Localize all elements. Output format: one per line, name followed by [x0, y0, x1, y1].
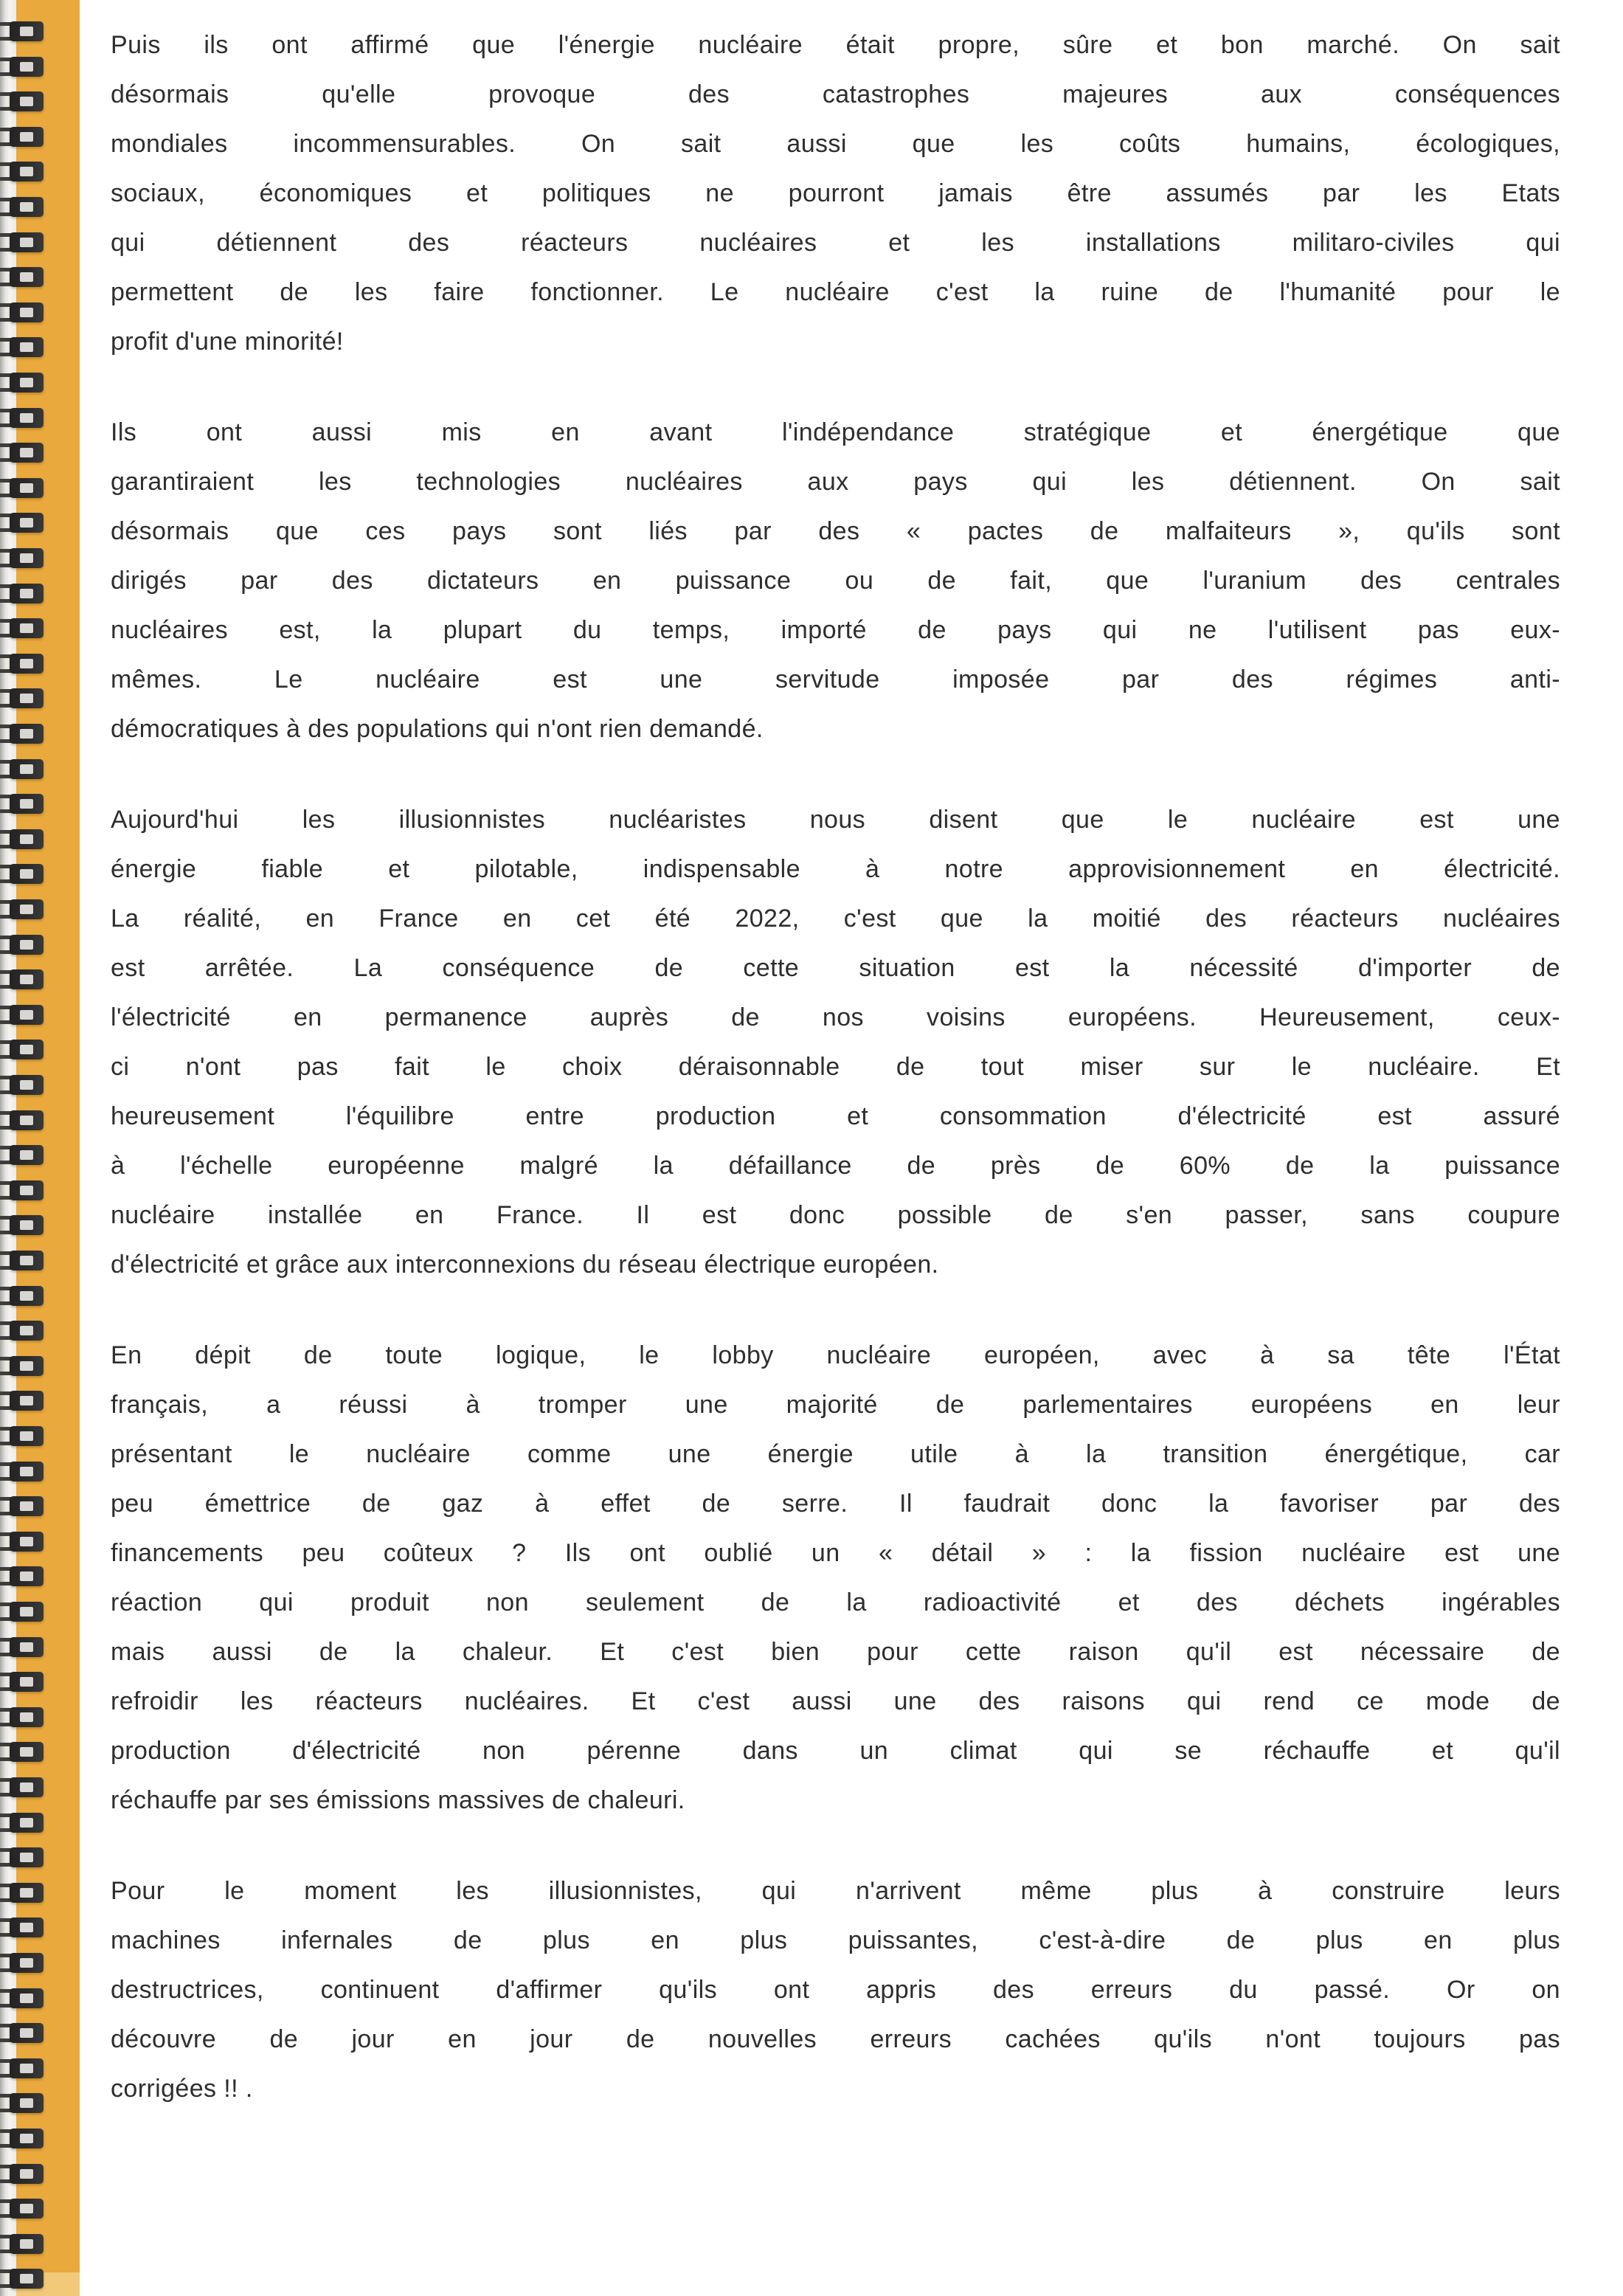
spiral-coil [0, 1883, 96, 1903]
coil-hole [20, 518, 33, 528]
spiral-coil [0, 2129, 96, 2149]
spiral-coil [0, 2199, 96, 2219]
spiral-coil [0, 337, 96, 358]
coil-clip [10, 1637, 44, 1657]
spiral-coil [0, 2093, 96, 2114]
text-line: dirigés par des dictateurs en puissance ou de fait, que l'uranium des centrales [111, 567, 1560, 595]
text-line: profit d'une minorité! [111, 328, 344, 356]
coil-hole [20, 1361, 33, 1371]
coil-clip [10, 2269, 44, 2289]
spiral-coil [0, 1040, 96, 1060]
text-line: l'électricité en permanence auprès de nos voisins européens. Heureusement, ceux- [111, 1003, 1560, 1031]
spiral-coil [0, 654, 96, 674]
coil-hole [20, 1467, 33, 1476]
coil-hole [20, 623, 33, 633]
coil-hole [20, 1818, 33, 1828]
spiral-coil [0, 1988, 96, 2009]
spiral-coil [0, 1742, 96, 1763]
coil-clip [10, 1075, 44, 1095]
coil-clip [10, 688, 44, 708]
text-line: mêmes. Le nucléaire est une servitude imposée par des régimes anti- [111, 665, 1560, 694]
spiral-coil [0, 1075, 96, 1096]
text-line: découvre de jour en jour de nouvelles erreurs cachées qu'ils n'ont toujours pas [111, 2025, 1560, 2053]
spiral-coil [0, 899, 96, 920]
coil-clip [10, 2058, 44, 2078]
spiral-binding [0, 0, 96, 2296]
coil-hole [20, 940, 33, 950]
coil-hole [20, 1923, 33, 1932]
coil-hole [20, 1853, 33, 1862]
spiral-coil [0, 1918, 96, 1938]
coil-clip [10, 127, 44, 147]
coil-hole [20, 1186, 33, 1195]
coil-hole [20, 764, 33, 774]
spiral-coil [0, 794, 96, 815]
coil-clip [10, 2234, 44, 2254]
coil-hole [20, 1431, 33, 1441]
coil-clip [10, 267, 44, 287]
coil-hole [20, 413, 33, 423]
coil-hole [20, 1571, 33, 1581]
coil-clip [10, 1672, 44, 1692]
coil-hole [20, 1782, 33, 1792]
spiral-coil [0, 478, 96, 499]
text-line: mondiales incommensurables. On sait aussi que les coûts humains, écologiques, [111, 130, 1560, 158]
spiral-coil [0, 1602, 96, 1622]
coil-clip [10, 1251, 44, 1270]
spiral-coil [0, 1462, 96, 1482]
text-line: machines infernales de plus en plus puissantes, c'est-à-dire de plus en plus [111, 1926, 1560, 1954]
text-line: heureusement l'équilibre entre production et consommation d'électricité est assuré [111, 1102, 1560, 1130]
coil-clip [10, 232, 44, 252]
text-line: Aujourd'hui les illusionnistes nucléaristes nous disent que le nucléaire est une [111, 806, 1560, 834]
spiral-coil [0, 127, 96, 148]
spiral-coil [0, 969, 96, 990]
spiral-coil [0, 232, 96, 253]
spiral-coil [0, 197, 96, 218]
coil-hole [20, 1116, 33, 1125]
coil-clip [10, 1742, 44, 1762]
spiral-coil [0, 2058, 96, 2079]
coil-clip [10, 57, 44, 77]
coil-hole [20, 2239, 33, 2249]
coil-clip [10, 373, 44, 393]
text-line: est arrêtée. La conséquence de cette situation est la nécessité d'importer de [111, 954, 1560, 982]
coil-hole [20, 2064, 33, 2073]
text-line: garantiraient les technologies nucléaires aux pays qui les détiennent. On sait [111, 468, 1560, 496]
spiral-coil [0, 1672, 96, 1692]
coil-hole [20, 729, 33, 739]
text-line: Ils ont aussi mis en avant l'indépendance stratégique et énergétique que [111, 418, 1560, 446]
coil-clip [10, 1953, 44, 1973]
text-line: réchauffe par ses émissions massives de chaleuri. [111, 1786, 685, 1814]
coil-clip [10, 2093, 44, 2113]
coil-hole [20, 378, 33, 387]
coil-hole [20, 553, 33, 563]
coil-hole [20, 483, 33, 493]
coil-clip [10, 478, 44, 498]
paragraph [111, 21, 1560, 367]
spiral-coil [0, 267, 96, 288]
coil-hole [20, 694, 33, 703]
coil-hole [20, 1080, 33, 1090]
coil-clip [10, 1566, 44, 1586]
coil-clip [10, 1883, 44, 1903]
coil-clip [10, 2023, 44, 2043]
coil-hole [20, 1291, 33, 1301]
coil-hole [20, 97, 33, 106]
spiral-coil [0, 1496, 96, 1517]
coil-clip [10, 899, 44, 919]
spiral-coil [0, 1110, 96, 1131]
coil-clip [10, 1496, 44, 1516]
spiral-coil [0, 1847, 96, 1868]
text-line: production d'électricité non pérenne dans un climat qui se réchauffe et qu'il [111, 1737, 1560, 1765]
spiral-coil [0, 864, 96, 885]
coil-clip [10, 21, 44, 41]
spiral-coil [0, 724, 96, 744]
document-text [111, 21, 1560, 2155]
spiral-coil [0, 1321, 96, 1341]
coil-hole [20, 2098, 33, 2108]
coil-hole [20, 869, 33, 879]
text-line: financements peu coûteux ? Ils ont oublié un « détail » : la fission nucléaire est une [111, 1539, 1560, 1567]
text-line: destructrices, continuent d'affirmer qu'ils ont appris des erreurs du passé. Or on [111, 1976, 1560, 2004]
coil-clip [10, 1040, 44, 1059]
spiral-coil [0, 935, 96, 955]
spiral-coil [0, 162, 96, 182]
coil-clip [10, 2129, 44, 2148]
coil-hole [20, 1958, 33, 1968]
coil-hole [20, 2134, 33, 2143]
coil-hole [20, 1256, 33, 1265]
spiral-coil [0, 1777, 96, 1798]
coil-hole [20, 1326, 33, 1335]
spiral-coil [0, 21, 96, 42]
spiral-coil [0, 1180, 96, 1201]
spiral-coil [0, 302, 96, 323]
coil-clip [10, 197, 44, 217]
coil-clip [10, 1988, 44, 2008]
coil-hole [20, 238, 33, 247]
text-line: nucléaires est, la plupart du temps, importé de pays qui ne l'utilisent pas eux- [111, 616, 1560, 644]
coil-clip [10, 1777, 44, 1797]
paragraph [111, 408, 1560, 754]
spiral-coil [0, 1251, 96, 1271]
text-line: désormais que ces pays sont liés par des « pactes de malfaiteurs », qu'ils sont [111, 517, 1560, 545]
coil-clip [10, 2199, 44, 2219]
coil-clip [10, 584, 44, 604]
spiral-coil [0, 1215, 96, 1236]
coil-hole [20, 132, 33, 142]
text-line: La réalité, en France en cet été 2022, c'est que la moitié des réacteurs nucléaires [111, 905, 1560, 933]
coil-hole [20, 62, 33, 72]
text-line: réaction qui produit non seulement de la radioactivité et des déchets ingérables [111, 1588, 1560, 1616]
coil-clip [10, 1321, 44, 1341]
coil-clip [10, 618, 44, 638]
text-line: Pour le moment les illusionnistes, qui n'arrivent même plus à construire leurs [111, 1877, 1560, 1905]
spiral-coil [0, 1532, 96, 1552]
spiral-coil [0, 584, 96, 604]
coil-hole [20, 834, 33, 844]
coil-clip [10, 337, 44, 357]
coil-hole [20, 202, 33, 212]
text-line: sociaux, économiques et politiques ne pourront jamais être assumés par les Etats [111, 179, 1560, 207]
spiral-coil [0, 408, 96, 429]
text-line: d'électricité et grâce aux interconnexions du réseau électrique européen. [111, 1251, 939, 1279]
paragraph [111, 795, 1560, 1290]
coil-clip [10, 162, 44, 181]
coil-clip [10, 1707, 44, 1727]
coil-hole [20, 975, 33, 984]
coil-hole [20, 342, 33, 352]
spiral-coil [0, 618, 96, 639]
coil-hole [20, 1747, 33, 1757]
coil-hole [20, 167, 33, 176]
text-line: refroidir les réacteurs nucléaires. Et c'est aussi une des raisons qui rend ce mode de [111, 1687, 1560, 1715]
spiral-coil [0, 1707, 96, 1728]
coil-clip [10, 1215, 44, 1235]
spiral-coil [0, 373, 96, 393]
spiral-coil [0, 1286, 96, 1307]
paragraph [111, 1867, 1560, 2114]
coil-clip [10, 513, 44, 533]
spiral-coil [0, 1356, 96, 1377]
coil-hole [20, 1010, 33, 1020]
coil-hole [20, 1396, 33, 1405]
spiral-coil [0, 57, 96, 77]
spiral-coil [0, 1005, 96, 1026]
coil-hole [20, 2028, 33, 2038]
coil-hole [20, 1045, 33, 1054]
coil-clip [10, 1356, 44, 1376]
spiral-coil [0, 548, 96, 569]
coil-hole [20, 27, 33, 36]
coil-hole [20, 1642, 33, 1652]
coil-hole [20, 2204, 33, 2213]
coil-clip [10, 794, 44, 814]
coil-clip [10, 1286, 44, 1306]
coil-hole [20, 1220, 33, 1230]
text-line: qui détiennent des réacteurs nucléaires et les installations militaro-civiles qui [111, 229, 1560, 257]
spiral-coil [0, 1953, 96, 1974]
spiral-coil [0, 1566, 96, 1587]
spiral-coil [0, 2234, 96, 2255]
text-line: mais aussi de la chaleur. Et c'est bien pour cette raison qu'il est nécessaire de [111, 1638, 1560, 1666]
coil-hole [20, 1150, 33, 1160]
coil-hole [20, 272, 33, 282]
coil-hole [20, 1607, 33, 1616]
text-line: énergie fiable et pilotable, indispensable à notre approvisionnement en électricité. [111, 855, 1560, 883]
coil-hole [20, 589, 33, 598]
coil-clip [10, 1532, 44, 1552]
coil-hole [20, 1712, 33, 1722]
coil-clip [10, 443, 44, 463]
coil-clip [10, 1813, 44, 1833]
spiral-coil [0, 1391, 96, 1411]
coil-clip [10, 1180, 44, 1200]
coil-clip [10, 1602, 44, 1622]
text-line: Puis ils ont affirmé que l'énergie nucléaire était propre, sûre et bon marché. On sait [111, 31, 1560, 59]
spiral-coil [0, 1813, 96, 1833]
coil-hole [20, 1501, 33, 1511]
spiral-coil [0, 2023, 96, 2044]
text-line: désormais qu'elle provoque des catastrophes majeures aux conséquences [111, 80, 1560, 108]
spiral-coil [0, 1426, 96, 1447]
coil-clip [10, 302, 44, 322]
spiral-coil [0, 688, 96, 709]
coil-clip [10, 1110, 44, 1130]
coil-clip [10, 1145, 44, 1165]
text-line: En dépit de toute logique, le lobby nucléaire européen, avec à sa tête l'État [111, 1341, 1560, 1369]
coil-hole [20, 1537, 33, 1546]
coil-clip [10, 1847, 44, 1867]
coil-hole [20, 905, 33, 914]
coil-clip [10, 1918, 44, 1937]
spiral-coil [0, 829, 96, 850]
spiral-coil [0, 2269, 96, 2289]
coil-hole [20, 308, 33, 317]
spiral-coil [0, 2164, 96, 2185]
coil-clip [10, 1391, 44, 1411]
coil-hole [20, 1994, 33, 2003]
coil-hole [20, 659, 33, 668]
coil-clip [10, 829, 44, 849]
coil-clip [10, 864, 44, 884]
spiral-coil [0, 91, 96, 112]
text-line: peu émettrice de gaz à effet de serre. Il faudrait donc la favoriser par des [111, 1490, 1560, 1518]
coil-clip [10, 1426, 44, 1446]
text-line: ci n'ont pas fait le choix déraisonnable de tout miser sur le nucléaire. Et [111, 1053, 1560, 1081]
spiral-coil [0, 1637, 96, 1658]
coil-hole [20, 1677, 33, 1687]
coil-clip [10, 2164, 44, 2184]
coil-clip [10, 91, 44, 111]
coil-clip [10, 408, 44, 428]
spiral-coil [0, 443, 96, 463]
text-line: démocratiques à des populations qui n'ont rien demandé. [111, 715, 764, 743]
coil-hole [20, 799, 33, 809]
coil-hole [20, 2169, 33, 2179]
coil-hole [20, 2274, 33, 2283]
coil-clip [10, 935, 44, 955]
text-line: permettent de les faire fonctionner. Le nucléaire c'est la ruine de l'humanité pour le [111, 278, 1560, 306]
spiral-coil [0, 1145, 96, 1166]
coil-clip [10, 759, 44, 779]
text-line: nucléaire installée en France. Il est donc possible de s'en passer, sans coupure [111, 1201, 1560, 1229]
coil-hole [20, 448, 33, 457]
text-line: corrigées !! . [111, 2075, 253, 2103]
coil-clip [10, 548, 44, 568]
coil-clip [10, 724, 44, 744]
spiral-coil [0, 759, 96, 780]
text-line: à l'échelle européenne malgré la défaillance de près de 60% de la puissance [111, 1152, 1560, 1180]
spiral-coil [0, 513, 96, 533]
coil-hole [20, 1888, 33, 1898]
coil-clip [10, 1005, 44, 1025]
text-line: français, a réussi à tromper une majorité de parlementaires européens en leur [111, 1391, 1560, 1419]
text-line: présentant le nucléaire comme une énergie utile à la transition énergétique, car [111, 1440, 1560, 1468]
coil-clip [10, 654, 44, 674]
coil-clip [10, 1462, 44, 1481]
coil-clip [10, 969, 44, 989]
paragraph [111, 1331, 1560, 1825]
